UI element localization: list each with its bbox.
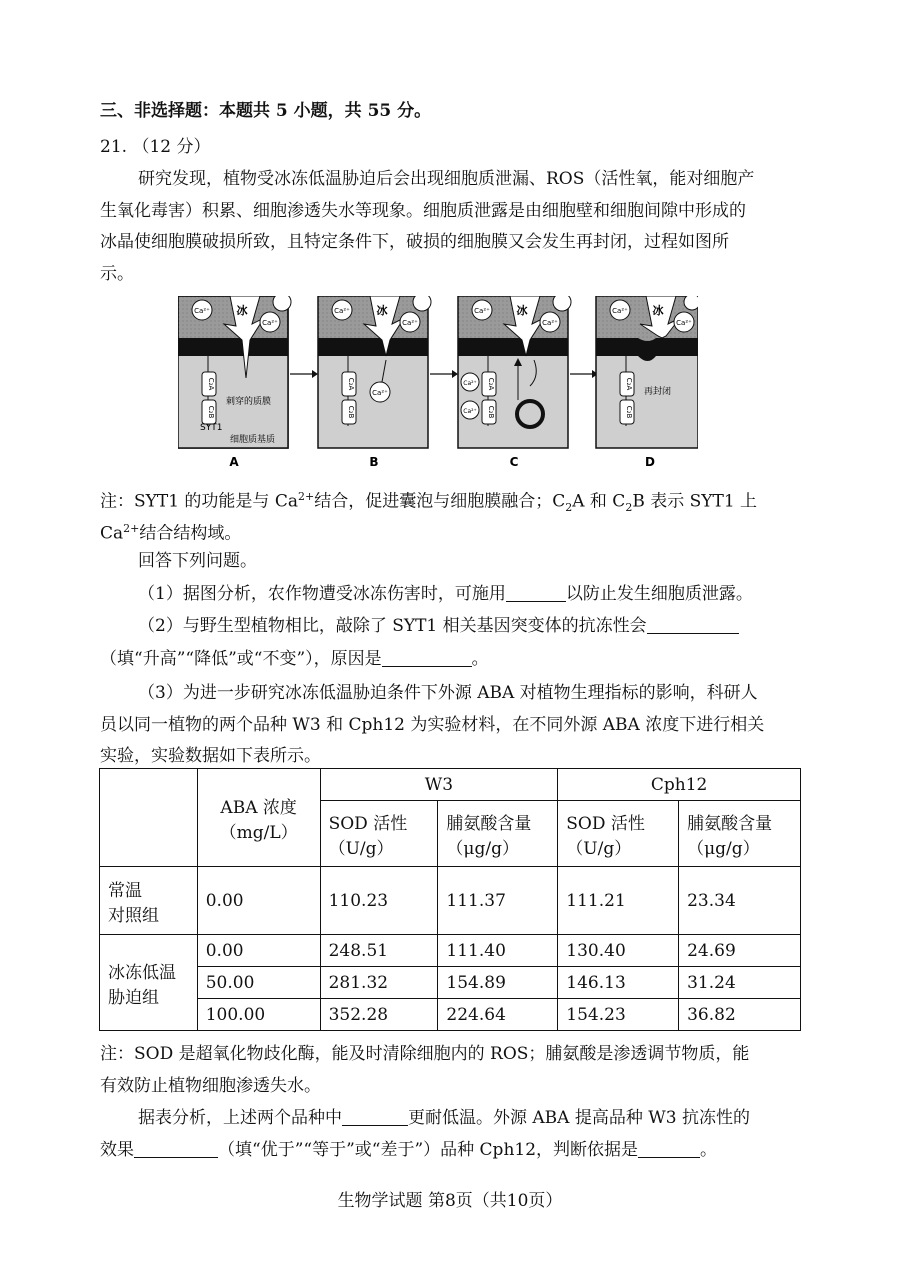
note1-line2-a: Ca xyxy=(100,523,124,544)
note1-part-a: 注：SYT1 的功能是与 Ca xyxy=(100,491,298,512)
cytoplasm-matrix-label: 细胞质基质 xyxy=(230,435,276,445)
table-cell: 352.28 xyxy=(320,999,438,1031)
table-row xyxy=(100,935,801,967)
ca-label: Ca²⁺ xyxy=(463,380,477,387)
c2b-label: C₂B xyxy=(207,405,215,419)
final-l1-b: 更耐低温。外源 ABA 提高品种 W3 抗冻性的 xyxy=(408,1108,750,1128)
q2-answer-blank-1[interactable] xyxy=(647,615,739,634)
q2-before: （2）与野生型植物相比，敲除了 SYT1 相关基因突变体的抗冻性会 xyxy=(138,616,647,636)
table-cell: 281.32 xyxy=(320,967,438,999)
ice-label: 冰 xyxy=(236,304,248,317)
syt1-label: SYT1 xyxy=(200,423,223,433)
table-cell: 224.64 xyxy=(438,999,558,1031)
table-cell: 154.23 xyxy=(558,999,679,1031)
corner-cell xyxy=(100,769,198,867)
group-stress xyxy=(100,935,198,1031)
table-cell: 24.69 xyxy=(679,935,801,967)
q2-line2-after: 。 xyxy=(471,649,489,669)
sod-unit: （U/g） xyxy=(566,838,632,859)
ca-label: Ca²⁺ xyxy=(402,319,418,327)
final-question-line-1 xyxy=(138,1106,750,1130)
final-l2-b: （填“优于”“等于”或“差于”）品种 Cph12，判断依据是 xyxy=(218,1140,639,1160)
q1-after: 以防止发生细胞质泄露。 xyxy=(565,584,753,604)
panel-label-a: A xyxy=(229,455,239,469)
group-control-line-2: 对照组 xyxy=(108,905,159,926)
pierced-membrane-label: 刺穿的质膜 xyxy=(226,397,272,407)
table-cell: 154.89 xyxy=(438,967,558,999)
final-answer-blank-2[interactable] xyxy=(134,1139,218,1158)
intro-line-3: 冰晶使细胞膜破损所致，且特定条件下，破损的细胞膜又会发生再封闭，过程如图所 xyxy=(100,232,729,252)
table-cell: 0.00 xyxy=(197,867,320,935)
question-3-line-3: 实验，实验数据如下表所示。 xyxy=(100,746,321,766)
table-cell: 36.82 xyxy=(679,999,801,1031)
note1-part-b: 结合，促进囊泡与细胞膜融合；C xyxy=(314,491,566,512)
panel-a xyxy=(178,296,291,469)
question-2-line-1 xyxy=(138,614,739,638)
c2b-label: C₂B xyxy=(625,405,633,419)
panel-d xyxy=(596,296,698,469)
question-number: 21. xyxy=(100,137,128,157)
ca-label: Ca²⁺ xyxy=(334,307,350,315)
ca-label: Ca²⁺ xyxy=(676,319,692,327)
question-1 xyxy=(138,582,753,606)
aba-data-table xyxy=(99,768,801,1031)
ca-label: Ca²⁺ xyxy=(194,307,210,315)
w3-sod-header xyxy=(320,801,438,867)
intro-line-1: 研究发现，植物受冰冻低温胁迫后会出现细胞质泄漏、ROS（活性氧，能对细胞产 xyxy=(138,169,755,189)
sod-label: SOD 活性 xyxy=(328,813,408,834)
note1-part-d: B 表示 SYT1 上 xyxy=(632,491,758,512)
c2a-label: C₂A xyxy=(207,377,215,391)
section-heading: 三、非选择题：本题共 5 小题，共 55 分。 xyxy=(100,101,432,121)
final-l2-c: 。 xyxy=(700,1140,718,1160)
table-row xyxy=(100,999,801,1031)
table-cell: 248.51 xyxy=(320,935,438,967)
note-syt1-line-2 xyxy=(100,517,241,546)
aba-header xyxy=(197,769,320,867)
ca-label: Ca²⁺ xyxy=(262,319,278,327)
note1-part-c: A 和 C xyxy=(572,491,626,512)
sod-label: SOD 活性 xyxy=(566,813,645,834)
proline-label: 脯氨酸含量 xyxy=(446,813,532,834)
question-header xyxy=(100,135,211,159)
ice-label: 冰 xyxy=(376,304,388,317)
ca-label: Ca²⁺ xyxy=(542,319,558,327)
answer-prompt: 回答下列问题。 xyxy=(138,551,257,571)
table-cell: 0.00 xyxy=(197,935,320,967)
ca-label: Ca²⁺ xyxy=(612,307,628,315)
c2b-label: C₂B xyxy=(487,405,495,419)
proline-unit: （μg/g） xyxy=(446,838,519,859)
group-control-line-1: 常温 xyxy=(108,880,142,901)
final-answer-blank-1[interactable] xyxy=(342,1107,408,1126)
group-control xyxy=(100,867,198,935)
note-sod-line-2: 有效防止植物细胞渗透失水。 xyxy=(100,1076,321,1096)
ice-label: 冰 xyxy=(516,304,528,317)
q1-before: （1）据图分析，农作物遭受冰冻伤害时，可施用 xyxy=(138,584,506,604)
table-cell: 130.40 xyxy=(558,935,679,967)
cph12-sod-header xyxy=(558,801,679,867)
group-stress-line-1: 冰冻低温 xyxy=(108,962,176,983)
panel-label-c: C xyxy=(509,455,519,469)
final-l1-a: 据表分析，上述两个品种中 xyxy=(138,1108,342,1128)
cph12-header: Cph12 xyxy=(558,769,801,801)
table-cell: 50.00 xyxy=(197,967,320,999)
reseal-label: 再封闭 xyxy=(644,387,672,397)
sod-unit: （U/g） xyxy=(328,838,394,859)
question-3-line-2: 员以同一植物的两个品种 W3 和 Cph12 为实验材料，在不同外源 ABA 浓度下进行相关 xyxy=(100,715,765,735)
q2-line2-before: （填“升高”“降低”或“不变”），原因是 xyxy=(100,649,382,669)
membrane-resealing-figure xyxy=(178,296,698,472)
c2a-label: C₂A xyxy=(487,377,495,391)
note1-line2-sup: 2+ xyxy=(123,522,140,535)
c2a-label: C₂A xyxy=(625,377,633,391)
intro-line-2: 生氧化毒害）积累、细胞渗透失水等现象。细胞质泄露是由细胞壁和细胞间隙中形成的 xyxy=(100,201,746,221)
q2-answer-blank-2[interactable] xyxy=(382,648,472,667)
final-answer-blank-3[interactable] xyxy=(638,1139,700,1158)
table-cell: 146.13 xyxy=(558,967,679,999)
cph12-proline-header xyxy=(679,801,801,867)
note-sod-line-1: 注：SOD 是超氧化物歧化酶，能及时清除细胞内的 ROS；脯氨酸是渗透调节物质，能 xyxy=(100,1044,750,1064)
panel-c xyxy=(458,296,571,469)
aba-header-unit: （mg/L） xyxy=(219,822,298,843)
panel-b xyxy=(318,296,431,469)
c2b-label: C₂B xyxy=(347,405,355,419)
note1-line2-b: 结合结构域。 xyxy=(139,523,242,544)
ca-label: Ca²⁺ xyxy=(372,389,388,397)
proline-label: 脯氨酸含量 xyxy=(687,813,773,834)
page-footer: 生物学试题 第8页（共10页） xyxy=(337,1191,563,1211)
q1-answer-blank[interactable] xyxy=(506,583,566,602)
note1-sub-2: 2 xyxy=(625,501,633,515)
group-stress-line-2: 胁迫组 xyxy=(108,987,159,1008)
question-points: （12 分） xyxy=(132,137,211,157)
table-cell: 111.21 xyxy=(558,867,679,935)
ca-label: Ca²⁺ xyxy=(463,408,477,415)
intro-line-4: 示。 xyxy=(100,264,134,284)
ca-label: Ca²⁺ xyxy=(474,307,490,315)
ice-label: 冰 xyxy=(652,304,664,317)
proline-unit: （μg/g） xyxy=(687,838,760,859)
table-row xyxy=(100,867,801,935)
c2a-label: C₂A xyxy=(347,377,355,391)
table-cell: 31.24 xyxy=(679,967,801,999)
question-2-line-2 xyxy=(100,647,489,671)
aba-header-label: ABA 浓度 xyxy=(220,797,297,818)
panel-label-d: D xyxy=(645,455,655,469)
table-cell: 111.40 xyxy=(438,935,558,967)
w3-proline-header xyxy=(438,801,558,867)
panel-label-b: B xyxy=(369,455,379,469)
table-cell: 111.37 xyxy=(438,867,558,935)
note1-sub-1: 2 xyxy=(565,501,573,515)
table-cell: 23.34 xyxy=(679,867,801,935)
table-row xyxy=(100,967,801,999)
note-syt1-line-1 xyxy=(100,485,757,520)
table-cell: 100.00 xyxy=(197,999,320,1031)
note1-sup: 2+ xyxy=(297,490,315,503)
final-l2-a: 效果 xyxy=(100,1140,134,1160)
question-3-line-1: （3）为进一步研究冰冻低温胁迫条件下外源 ABA 对植物生理指标的影响，科研人 xyxy=(138,683,758,703)
table-cell: 110.23 xyxy=(320,867,438,935)
final-question-line-2 xyxy=(100,1138,717,1162)
w3-header: W3 xyxy=(320,769,558,801)
